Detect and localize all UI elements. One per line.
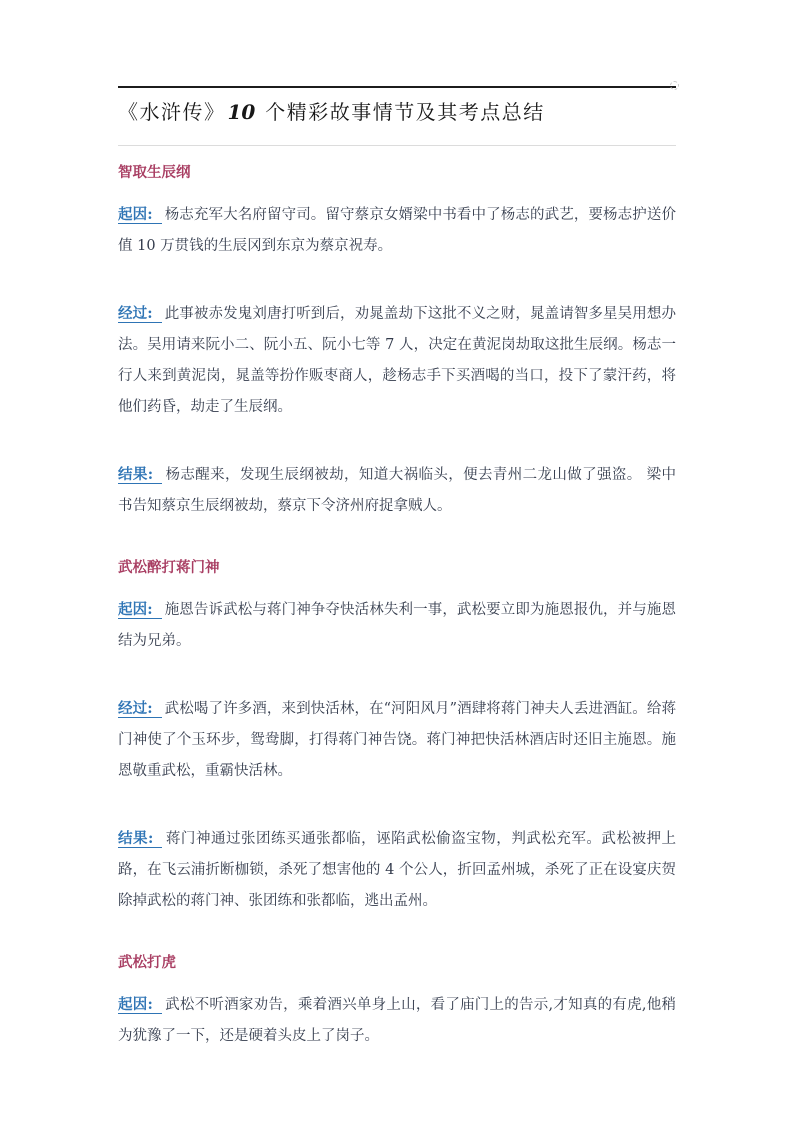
paragraph-text: 武松不听酒家劝告，乘着酒兴单身上山，看了庙门上的告示,才知真的有虎,他稍为犹豫了一下，还是硬着头皮上了岗子。 bbox=[118, 997, 677, 1044]
document-title-number: 10 bbox=[227, 100, 256, 124]
section-wusong-zuida-jiangmenshen bbox=[118, 558, 676, 917]
paragraph-label: 结果: bbox=[118, 830, 162, 848]
paragraph-cause bbox=[118, 989, 676, 1052]
paragraph-text: 此事被赤发鬼刘唐打听到后，劝晁盖劫下这批不义之财，晁盖请智多星吴用想办法。吴用请来阮小二、阮小五、阮小七等 7 人，决定在黄泥岗劫取这批生辰纲。杨志一行人来到黄泥岗，晁盖等扮作贩枣商人，趁杨志手下买酒喝的当口，投下了蒙汗药，将他们药昏，劫走了生辰纲。 bbox=[118, 306, 676, 415]
paragraph-label: 结果: bbox=[118, 466, 162, 484]
paragraph-result bbox=[118, 459, 676, 522]
section-heading: 武松打虎 bbox=[118, 954, 176, 971]
paragraph-text: 蒋门神通过张团练买通张都临，诬陷武松偷盗宝物，判武松充军。武松被押上路，在飞云浦折断枷锁，杀死了想害他的 4 个公人，折回孟州城，杀死了正在设宴庆贺除掉武松的蒋门神、张团练和张都临，逃出孟州。 bbox=[118, 831, 676, 909]
title-divider bbox=[118, 145, 676, 146]
comment-anchor-icon bbox=[670, 81, 679, 90]
paragraph-text: 杨志充军大名府留守司。留守蔡京女婿梁中书看中了杨志的武艺，要杨志护送价值 10 万贯钱的生辰冈到东京为蔡京祝寿。 bbox=[118, 207, 676, 254]
paragraph-label: 起因: bbox=[118, 206, 162, 224]
paragraph-text: 杨志醒来，发现生辰纲被劫，知道大祸临头，便去青州二龙山做了强盗。 梁中书告知蔡京生辰纲被劫，蔡京下令济州府捉拿贼人。 bbox=[118, 467, 677, 514]
paragraph-label: 起因: bbox=[118, 601, 162, 619]
document-content bbox=[0, 86, 793, 1052]
section-heading: 智取生辰纲 bbox=[118, 164, 191, 181]
paragraph-text: 武松喝了许多酒，来到快活林，在“河阳风月”酒肆将蒋门神夫人丢进酒缸。给蒋门神使了个玉环步，鸳鸯脚，打得蒋门神告饶。蒋门神把快活林酒店时还旧主施恩。施恩敬重武松，重霸快活林。 bbox=[118, 701, 676, 779]
section-zhiqu-shengchengang bbox=[118, 163, 676, 522]
paragraph-label: 起因: bbox=[118, 996, 162, 1014]
document-title-suffix: 个精彩故事情节及其考点总结 bbox=[257, 100, 545, 124]
paragraph-process bbox=[118, 693, 676, 787]
top-border-rule bbox=[118, 86, 676, 88]
paragraph-process bbox=[118, 298, 676, 423]
paragraph-label: 经过: bbox=[118, 700, 162, 718]
paragraph-result bbox=[118, 823, 676, 917]
section-wusong-dahu bbox=[118, 953, 676, 1052]
document-title-prefix: 《水浒传》 bbox=[118, 100, 226, 124]
paragraph-label: 经过: bbox=[118, 305, 162, 323]
document-title bbox=[118, 95, 676, 129]
paragraph-cause bbox=[118, 594, 676, 657]
section-heading: 武松醉打蒋门神 bbox=[118, 559, 220, 576]
paragraph-text: 施恩告诉武松与蒋门神争夺快活林失利一事，武松要立即为施恩报仇，并与施恩结为兄弟。 bbox=[118, 602, 676, 649]
paragraph-cause bbox=[118, 199, 676, 262]
